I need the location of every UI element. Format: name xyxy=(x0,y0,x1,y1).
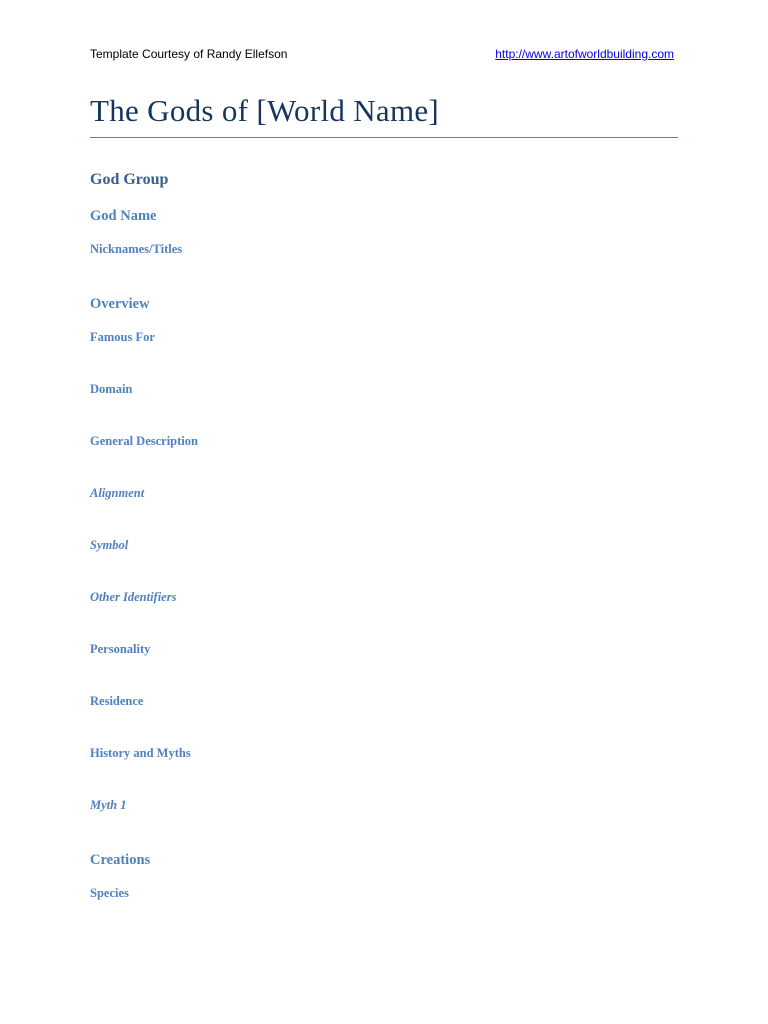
heading-creations: Creations xyxy=(90,852,151,868)
heading-history-and-myths: History and Myths xyxy=(90,746,191,760)
heading-alignment: Alignment xyxy=(90,486,145,500)
heading-personality: Personality xyxy=(90,642,151,656)
heading-famous-for: Famous For xyxy=(90,330,155,344)
heading-god-name: God Name xyxy=(90,208,157,224)
heading-other-identifiers: Other Identifiers xyxy=(90,590,177,604)
heading-nicknames-titles: Nicknames/Titles xyxy=(90,242,183,256)
heading-god-group: God Group xyxy=(90,171,169,188)
heading-domain: Domain xyxy=(90,382,133,396)
website-link[interactable]: http://www.artofworldbuilding.com xyxy=(495,47,674,61)
template-credit: Template Courtesy of Randy Ellefson xyxy=(90,47,288,61)
page-header xyxy=(90,47,674,65)
heading-general-description: General Description xyxy=(90,434,198,448)
title-underline-divider xyxy=(90,137,678,138)
heading-overview: Overview xyxy=(90,296,150,312)
heading-myth-1: Myth 1 xyxy=(90,798,127,812)
heading-symbol: Symbol xyxy=(90,538,129,552)
heading-residence: Residence xyxy=(90,694,144,708)
heading-species: Species xyxy=(90,886,129,900)
document-title: The Gods of [World Name] xyxy=(90,93,440,128)
